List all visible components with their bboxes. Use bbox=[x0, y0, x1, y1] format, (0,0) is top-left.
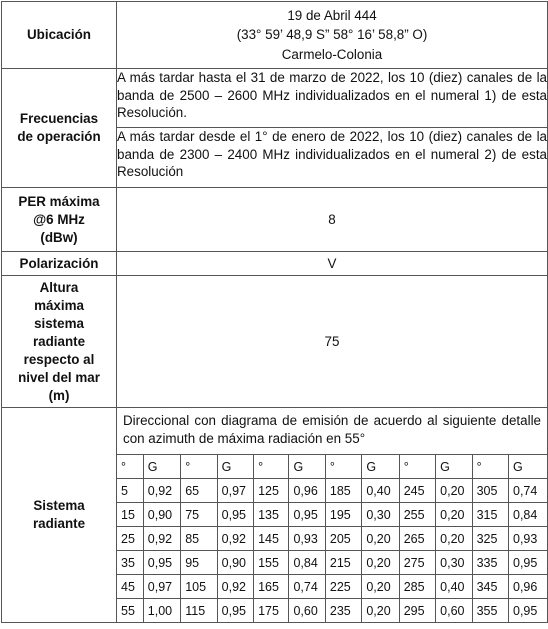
gain-header-cell: G bbox=[289, 455, 325, 479]
gain-cell: 0,60 bbox=[289, 599, 325, 623]
gain-cell: 105 bbox=[181, 575, 217, 599]
gain-header-cell: G bbox=[509, 455, 548, 479]
gain-cell: 0,95 bbox=[217, 599, 253, 623]
gain-cell: 75 bbox=[181, 503, 217, 527]
gain-cell: 275 bbox=[399, 551, 435, 575]
sistema-value bbox=[117, 408, 548, 623]
gain-cell: 305 bbox=[472, 479, 508, 503]
polarizacion-value: V bbox=[117, 252, 548, 276]
row-polarizacion bbox=[2, 252, 548, 276]
gain-cell: 205 bbox=[325, 527, 361, 551]
gain-cell: 0,90 bbox=[143, 503, 180, 527]
gain-cell: 0,90 bbox=[217, 551, 253, 575]
gain-cell: 0,92 bbox=[143, 479, 180, 503]
gain-cell: 0,20 bbox=[362, 551, 399, 575]
gain-cell: 0,96 bbox=[289, 479, 325, 503]
gain-cell: 155 bbox=[254, 551, 289, 575]
gain-cell: 35 bbox=[117, 551, 143, 575]
gain-header-cell: G bbox=[436, 455, 472, 479]
gain-header-cell: G bbox=[143, 455, 180, 479]
gain-cell: 0,20 bbox=[436, 479, 472, 503]
gain-cell: 0,95 bbox=[143, 551, 180, 575]
gain-header-cell: ° bbox=[399, 455, 435, 479]
gain-cell: 65 bbox=[181, 479, 217, 503]
row-altura bbox=[2, 276, 548, 408]
gain-table-row bbox=[117, 599, 547, 623]
gain-cell: 0,93 bbox=[509, 527, 548, 551]
gain-cell: 295 bbox=[399, 599, 435, 623]
gain-cell: 0,93 bbox=[289, 527, 325, 551]
gain-cell: 185 bbox=[325, 479, 361, 503]
gain-cell: 0,92 bbox=[143, 527, 180, 551]
gain-cell: 345 bbox=[472, 575, 508, 599]
gain-cell: 135 bbox=[254, 503, 289, 527]
gain-table-row bbox=[117, 575, 547, 599]
frecuencias-label: Frecuencias de operación bbox=[2, 69, 117, 188]
gain-cell: 245 bbox=[399, 479, 435, 503]
gain-cell: 25 bbox=[117, 527, 143, 551]
gain-cell: 285 bbox=[399, 575, 435, 599]
row-ubicacion bbox=[2, 2, 548, 69]
sistema-label: Sistema radiante bbox=[2, 408, 117, 623]
gain-cell: 0,74 bbox=[509, 479, 548, 503]
per-value: 8 bbox=[117, 188, 548, 252]
gain-cell: 0,97 bbox=[143, 575, 180, 599]
gain-cell: 1,00 bbox=[143, 599, 180, 623]
row-frecuencias-1 bbox=[2, 69, 548, 128]
gain-cell: 0,95 bbox=[217, 503, 253, 527]
gain-header-cell: G bbox=[362, 455, 399, 479]
gain-cell: 95 bbox=[181, 551, 217, 575]
gain-cell: 235 bbox=[325, 599, 361, 623]
ubicacion-coords: (33° 59’ 48,9 S” 58° 16’ 58,8” O) bbox=[236, 27, 428, 43]
gain-cell: 0,40 bbox=[436, 575, 472, 599]
gain-header-cell: ° bbox=[117, 455, 143, 479]
gain-cell: 215 bbox=[325, 551, 361, 575]
gain-cell: 225 bbox=[325, 575, 361, 599]
gain-cell: 0,84 bbox=[509, 503, 548, 527]
gain-cell: 0,20 bbox=[436, 503, 472, 527]
ubicacion-city: Carmelo-Colonia bbox=[281, 46, 383, 62]
gain-cell: 115 bbox=[181, 599, 217, 623]
gain-cell: 0,30 bbox=[436, 551, 472, 575]
gain-cell: 0,92 bbox=[217, 527, 253, 551]
gain-header-cell: ° bbox=[181, 455, 217, 479]
gain-cell: 175 bbox=[254, 599, 289, 623]
gain-cell: 45 bbox=[117, 575, 143, 599]
gain-cell: 55 bbox=[117, 599, 143, 623]
gain-cell: 0,40 bbox=[362, 479, 399, 503]
gain-cell: 0,74 bbox=[289, 575, 325, 599]
ubicacion-value bbox=[117, 2, 548, 69]
gain-cell: 0,95 bbox=[289, 503, 325, 527]
gain-cell: 255 bbox=[399, 503, 435, 527]
gain-cell: 355 bbox=[472, 599, 508, 623]
gain-cell: 145 bbox=[254, 527, 289, 551]
gain-cell: 0,60 bbox=[436, 599, 472, 623]
gain-table-row bbox=[117, 551, 547, 575]
gain-cell: 265 bbox=[399, 527, 435, 551]
gain-cell: 0,20 bbox=[362, 575, 399, 599]
gain-cell: 315 bbox=[472, 503, 508, 527]
ubicacion-label: Ubicación bbox=[2, 2, 117, 69]
gain-cell: 15 bbox=[117, 503, 143, 527]
frecuencias-item-1: A más tardar hasta el 31 de marzo de 2022, los 10 (diez) canales de la banda de 2500 – 2600 MHz individualizados en el numeral 1) de esta Resolución. bbox=[117, 69, 548, 128]
gain-cell: 0,95 bbox=[509, 551, 548, 575]
gain-cell: 125 bbox=[254, 479, 289, 503]
gain-table-header bbox=[117, 455, 547, 479]
gain-table-row bbox=[117, 479, 547, 503]
sistema-description: Direccional con diagrama de emisión de acuerdo al siguiente detalle con azimuth de máxima radiación en 55° bbox=[123, 413, 541, 446]
frecuencias-item-2: A más tardar desde el 1° de enero de 2022, los 10 (diez) canales de la banda de 2300 – 2400 MHz individualizados en el numeral 2) de esta Resolución bbox=[117, 128, 548, 188]
altura-label: Altura máxima sistema radiante respecto al nivel del mar (m) bbox=[2, 276, 117, 408]
gain-table-row bbox=[117, 503, 547, 527]
row-sistema bbox=[2, 408, 548, 623]
gain-cell: 85 bbox=[181, 527, 217, 551]
altura-value: 75 bbox=[117, 276, 548, 408]
resolution-spec-table bbox=[1, 1, 548, 623]
gain-cell: 0,95 bbox=[509, 599, 548, 623]
gain-cell: 0,92 bbox=[217, 575, 253, 599]
gain-cell: 0,97 bbox=[217, 479, 253, 503]
gain-cell: 0,20 bbox=[436, 527, 472, 551]
gain-cell: 0,20 bbox=[362, 599, 399, 623]
gain-table bbox=[117, 454, 547, 622]
gain-cell: 0,84 bbox=[289, 551, 325, 575]
gain-cell: 165 bbox=[254, 575, 289, 599]
gain-header-cell: ° bbox=[254, 455, 289, 479]
gain-cell: 0,96 bbox=[509, 575, 548, 599]
gain-header-cell: G bbox=[217, 455, 253, 479]
polarizacion-label: Polarización bbox=[2, 252, 117, 276]
gain-cell: 5 bbox=[117, 479, 143, 503]
gain-table-row bbox=[117, 527, 547, 551]
gain-header-cell: ° bbox=[325, 455, 361, 479]
gain-cell: 0,20 bbox=[362, 527, 399, 551]
row-per bbox=[2, 188, 548, 252]
gain-cell: 325 bbox=[472, 527, 508, 551]
gain-cell: 335 bbox=[472, 551, 508, 575]
ubicacion-address: 19 de Abril 444 bbox=[287, 7, 377, 23]
gain-header-cell: ° bbox=[472, 455, 508, 479]
gain-cell: 195 bbox=[325, 503, 361, 527]
per-label: PER máxima @6 MHz (dBw) bbox=[2, 188, 117, 252]
gain-cell: 0,30 bbox=[362, 503, 399, 527]
